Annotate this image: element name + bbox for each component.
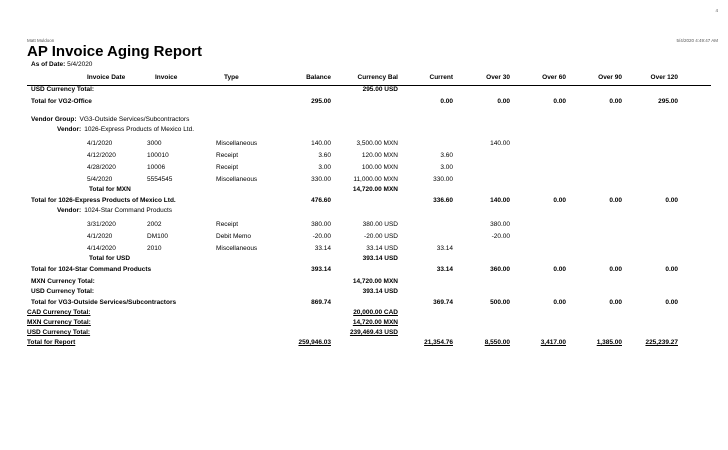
- date: 4/1/2020: [87, 233, 113, 240]
- currency_bal: 33.14 USD: [366, 245, 398, 252]
- col-type: Type: [224, 74, 239, 81]
- type: Miscellaneous: [216, 176, 258, 183]
- balance: 3.60: [318, 152, 331, 159]
- currency_bal: 11,000.00 MXN: [353, 176, 398, 183]
- label-text: Total for 1026-Express Products of Mexico Ltd.: [31, 197, 176, 204]
- balance: 380.00: [311, 221, 331, 228]
- row-label: [89, 255, 130, 262]
- total-row: [0, 197, 728, 207]
- report-timestamp: 5/4/2020 4:49:47 AM: [676, 38, 718, 43]
- total-row: [0, 329, 728, 339]
- date: 4/28/2020: [87, 164, 116, 171]
- currency_bal: 393.14 USD: [362, 255, 398, 262]
- over30: -20.00: [491, 233, 510, 240]
- total-row: [0, 266, 728, 276]
- over90: 0.00: [609, 266, 622, 273]
- row-label: [31, 86, 94, 93]
- as-of-value: 5/4/2020: [67, 61, 93, 68]
- type: Miscellaneous: [216, 245, 258, 252]
- over30: 140.00: [490, 197, 510, 204]
- label-text: Vendor:: [57, 126, 82, 133]
- currency_bal: 14,720.00 MXN: [352, 278, 398, 285]
- invoice: 2010: [147, 245, 162, 252]
- over60: 0.00: [553, 98, 566, 105]
- invoice-row: [0, 233, 728, 243]
- col-invoice-date: Invoice Date: [87, 74, 126, 81]
- currency_bal: 14,720.00 MXN: [352, 186, 398, 193]
- label-text: USD Currency Total:: [31, 86, 95, 93]
- date: 4/12/2020: [87, 152, 116, 159]
- currency_bal: 3,500.00 MXN: [356, 140, 398, 147]
- col-current: Current: [429, 74, 453, 81]
- total-row: [0, 98, 728, 108]
- total-row: [0, 288, 728, 298]
- balance: 869.74: [311, 299, 331, 306]
- row-label: [31, 98, 92, 105]
- balance: 393.14: [311, 266, 331, 273]
- over120: 0.00: [665, 197, 678, 204]
- report-title: AP Invoice Aging Report: [27, 43, 203, 60]
- col-invoice: Invoice: [155, 74, 178, 81]
- type: Miscellaneous: [216, 140, 258, 147]
- total-row: [0, 278, 728, 288]
- label-text: MXN Currency Total:: [27, 319, 91, 326]
- over120: 295.00: [658, 98, 678, 105]
- label-text: USD Currency Total:: [31, 288, 95, 295]
- total-row: [0, 255, 728, 265]
- as-of-label: As of Date:: [31, 61, 66, 68]
- invoice-row: [0, 221, 728, 231]
- balance: 295.00: [311, 98, 331, 105]
- current: 0.00: [440, 98, 453, 105]
- over30: 500.00: [490, 299, 510, 306]
- label-text: Total for VG2-Office: [31, 98, 92, 105]
- col-over120: Over 120: [650, 74, 678, 81]
- row-label: [31, 116, 189, 123]
- currency_bal: 100.00 MXN: [361, 164, 398, 171]
- row-label: [27, 309, 90, 316]
- label-value: 1026-Express Products of Mexico Ltd.: [84, 126, 195, 133]
- col-over30: Over 30: [486, 74, 510, 81]
- label-text: Vendor:: [57, 207, 82, 214]
- invoice: DM100: [147, 233, 168, 240]
- over90: 0.00: [609, 299, 622, 306]
- as-of-date: [31, 61, 92, 68]
- over120: 0.00: [665, 299, 678, 306]
- row-label: [31, 197, 176, 204]
- over60: 0.00: [553, 299, 566, 306]
- report-user: Matt Muldoon: [27, 38, 55, 43]
- invoice-row: [0, 245, 728, 255]
- over60: 3,417.00: [540, 339, 566, 346]
- total-row: [0, 116, 728, 126]
- total-row: [0, 309, 728, 319]
- current: 21,354.76: [424, 339, 453, 346]
- invoice: 2002: [147, 221, 162, 228]
- col-balance: Balance: [306, 74, 331, 81]
- currency_bal: 120.00 MXN: [361, 152, 398, 159]
- row-label: [27, 319, 91, 326]
- balance: 476.60: [311, 197, 331, 204]
- invoice-row: [0, 176, 728, 186]
- column-header-row: [0, 74, 728, 84]
- date: 4/14/2020: [87, 245, 116, 252]
- balance: -20.00: [312, 233, 331, 240]
- over60: 0.00: [553, 266, 566, 273]
- total-row: [0, 319, 728, 329]
- total-row: [0, 86, 728, 96]
- row-label: [31, 266, 151, 273]
- date: 5/4/2020: [87, 176, 113, 183]
- over90: 0.00: [609, 197, 622, 204]
- row-label: [27, 339, 75, 346]
- total-row: [0, 186, 728, 196]
- label-value: 1024-Star Command Products: [84, 207, 172, 214]
- over120: 0.00: [665, 266, 678, 273]
- row-label: [31, 299, 176, 306]
- balance: 259,946.03: [298, 339, 331, 346]
- currency_bal: 239,469.43 USD: [349, 329, 398, 336]
- label-text: CAD Currency Total:: [27, 309, 91, 316]
- total-row: [0, 126, 728, 136]
- label-text: MXN Currency Total:: [31, 278, 95, 285]
- row-label: [57, 126, 194, 133]
- total-row: [0, 207, 728, 217]
- row-label: [31, 278, 95, 285]
- date: 4/1/2020: [87, 140, 113, 147]
- current: 33.14: [436, 266, 453, 273]
- invoice-row: [0, 140, 728, 150]
- type: Receipt: [216, 164, 239, 171]
- over30: 360.00: [490, 266, 510, 273]
- page-number: 4: [715, 8, 718, 13]
- current: 369.74: [433, 299, 453, 306]
- label-text: Vendor Group:: [31, 116, 77, 123]
- over90: 0.00: [609, 98, 622, 105]
- col-currency-bal: Currency Bal: [357, 74, 398, 81]
- current: 336.60: [433, 197, 453, 204]
- row-label: [31, 288, 94, 295]
- current: 33.14: [436, 245, 453, 252]
- balance: 140.00: [311, 140, 331, 147]
- type: Receipt: [216, 221, 239, 228]
- over30: 380.00: [490, 221, 510, 228]
- total-row: [0, 299, 728, 309]
- current: 3.00: [440, 164, 453, 171]
- balance: 3.00: [318, 164, 331, 171]
- balance: 330.00: [311, 176, 331, 183]
- current: 3.60: [440, 152, 453, 159]
- invoice: 10006: [147, 164, 166, 171]
- currency_bal: 393.14 USD: [362, 288, 398, 295]
- over30: 8,550.00: [484, 339, 510, 346]
- type: Receipt: [216, 152, 239, 159]
- over60: 0.00: [553, 197, 566, 204]
- invoice: 100010: [147, 152, 169, 159]
- currency_bal: -20.00 USD: [364, 233, 398, 240]
- currency_bal: 20,000.00 CAD: [353, 309, 398, 316]
- label-text: Total for MXN: [89, 186, 131, 193]
- col-over90: Over 90: [598, 74, 622, 81]
- over120: 225,239.27: [645, 339, 678, 346]
- label-text: USD Currency Total:: [27, 329, 91, 336]
- over30: 0.00: [497, 98, 510, 105]
- row-label: [89, 186, 131, 193]
- invoice-row: [0, 152, 728, 162]
- invoice: 5554545: [147, 176, 173, 183]
- total-row: [0, 339, 728, 349]
- currency_bal: 295.00 USD: [362, 86, 398, 93]
- invoice-row: [0, 164, 728, 174]
- row-label: [57, 207, 172, 214]
- col-over60: Over 60: [542, 74, 566, 81]
- invoice: 3000: [147, 140, 162, 147]
- currency_bal: 14,720.00 MXN: [352, 319, 398, 326]
- label-text: Total for VG3-Outside Services/Subcontractors: [31, 299, 177, 306]
- type: Debit Memo: [216, 233, 252, 240]
- over90: 1,385.00: [596, 339, 622, 346]
- label-value: VG3-Outside Services/Subcontractors: [79, 116, 190, 123]
- row-label: [27, 329, 90, 336]
- balance: 33.14: [314, 245, 331, 252]
- date: 3/31/2020: [87, 221, 116, 228]
- currency_bal: 380.00 USD: [362, 221, 398, 228]
- current: 330.00: [433, 176, 453, 183]
- label-text: Total for USD: [89, 255, 131, 262]
- over30: 140.00: [490, 140, 510, 147]
- label-text: Total for Report: [27, 339, 76, 346]
- label-text: Total for 1024-Star Command Products: [31, 266, 152, 273]
